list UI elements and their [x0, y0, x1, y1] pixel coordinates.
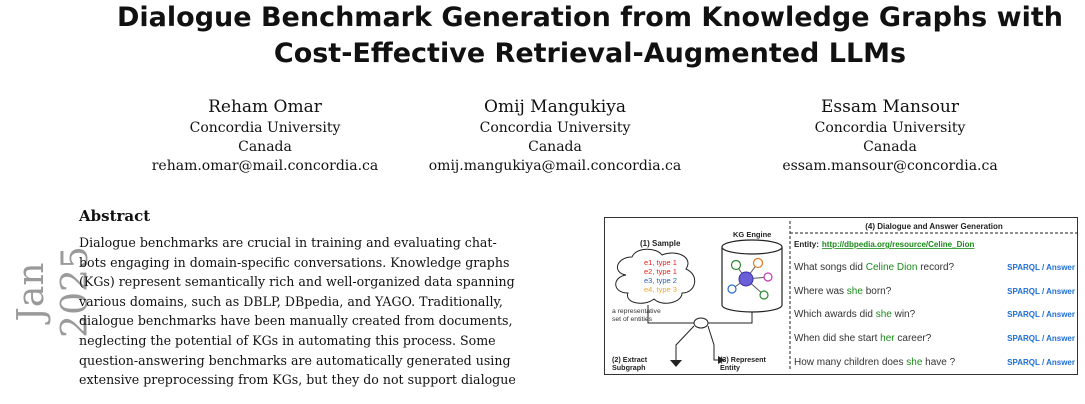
- question-1: What songs did Celine Dion record?: [794, 262, 955, 273]
- representative-line-1: a representative: [612, 308, 661, 315]
- author-email[interactable]: essam.mansour@concordia.ca: [782, 158, 998, 174]
- abstract-line: extensive preprocessing from KGs, but they do not support dialogue: [79, 372, 516, 388]
- pipeline-diagram: [604, 217, 1078, 375]
- author-affiliation: Concordia University: [189, 120, 341, 136]
- abstract-line: (KGs) represent semantically rich and well-organized data spanning: [79, 274, 515, 290]
- author-1: [105, 96, 425, 176]
- represent-line-1: (3) Represent: [720, 355, 766, 364]
- abstract-line: Dialogue benchmarks are crucial in training and evaluating chat-: [79, 235, 497, 250]
- pipeline-figure: [604, 217, 1078, 379]
- sparql-answer-3: SPARQL / Answer: [1007, 310, 1075, 319]
- sparql-answer-1: SPARQL / Answer: [1007, 263, 1075, 272]
- abstract-line: dialogue benchmarks have been manually created from documents,: [79, 313, 513, 329]
- represent-line-2: Entity: [720, 363, 740, 372]
- question-3: Which awards did she win?: [794, 309, 916, 320]
- database-cylinder-top: [722, 240, 782, 254]
- entity-link: http://dbpedia.org/resource/Celine_Dion: [821, 240, 975, 249]
- author-country: Canada: [238, 139, 292, 155]
- author-3: [740, 96, 1040, 176]
- title-line-2: Cost-Effective Retrieval-Augmented LLMs: [273, 38, 907, 69]
- sparql-answer-4: SPARQL / Answer: [1007, 334, 1075, 343]
- extract-line-1: (2) Extract: [612, 355, 648, 364]
- sparql-answer-5: SPARQL / Answer: [1007, 358, 1075, 367]
- question-5: How many children does she have ?: [794, 357, 956, 368]
- author-name: Essam Mansour: [820, 97, 960, 117]
- entity-prefix: Entity:: [794, 240, 819, 249]
- paper-title: [90, 0, 1085, 72]
- author-2: [410, 96, 700, 176]
- sample-entity-4: e4, type 3: [644, 285, 677, 294]
- sample-label: (1) Sample: [640, 239, 681, 248]
- extract-line-2: Subgraph: [612, 363, 646, 372]
- sample-entity-2: e2, type 1: [644, 267, 677, 276]
- sample-entity-3: e3, type 2: [644, 276, 677, 285]
- author-email[interactable]: reham.omar@mail.concordia.ca: [151, 158, 379, 174]
- author-affiliation: Concordia University: [814, 120, 966, 136]
- abstract-line: neglecting the potential of KGs in automating this process. Some: [79, 332, 496, 348]
- author-country: Canada: [528, 139, 582, 155]
- abstract-heading: Abstract: [79, 207, 151, 225]
- bus-node: [694, 318, 708, 328]
- author-email[interactable]: omij.mangukiya@mail.concordia.ca: [428, 158, 682, 174]
- sample-entity-1: e1, type 1: [644, 258, 677, 267]
- question-4: When did she start her career?: [794, 333, 932, 344]
- question-2: Where was she born?: [794, 286, 892, 297]
- abstract-body: [79, 233, 579, 390]
- author-name: Omij Mangukiya: [484, 97, 626, 117]
- author-name: Reham Omar: [208, 97, 322, 117]
- title-line-1: Dialogue Benchmark Generation from Knowledge Graphs with: [117, 2, 1063, 33]
- sparql-answer-2: SPARQL / Answer: [1007, 287, 1075, 296]
- abstract-line: bots engaging in domain-specific conversations. Knowledge graphs: [79, 254, 510, 270]
- arxiv-side-stamp: Jan 2025: [11, 246, 96, 338]
- entity-row: [794, 240, 974, 249]
- abstract-line: question-answering benchmarks are automatically generated using: [79, 352, 511, 368]
- representative-line-2: set of entities: [612, 316, 653, 323]
- author-affiliation: Concordia University: [479, 120, 631, 136]
- kg-engine-label: KG Engine: [733, 230, 772, 239]
- author-block: [0, 96, 1085, 196]
- abstract-line: various domains, such as DBLP, DBpedia, and YAGO. Traditionally,: [79, 293, 503, 309]
- author-country: Canada: [863, 139, 917, 155]
- panel-title: (4) Dialogue and Answer Generation: [865, 222, 1003, 231]
